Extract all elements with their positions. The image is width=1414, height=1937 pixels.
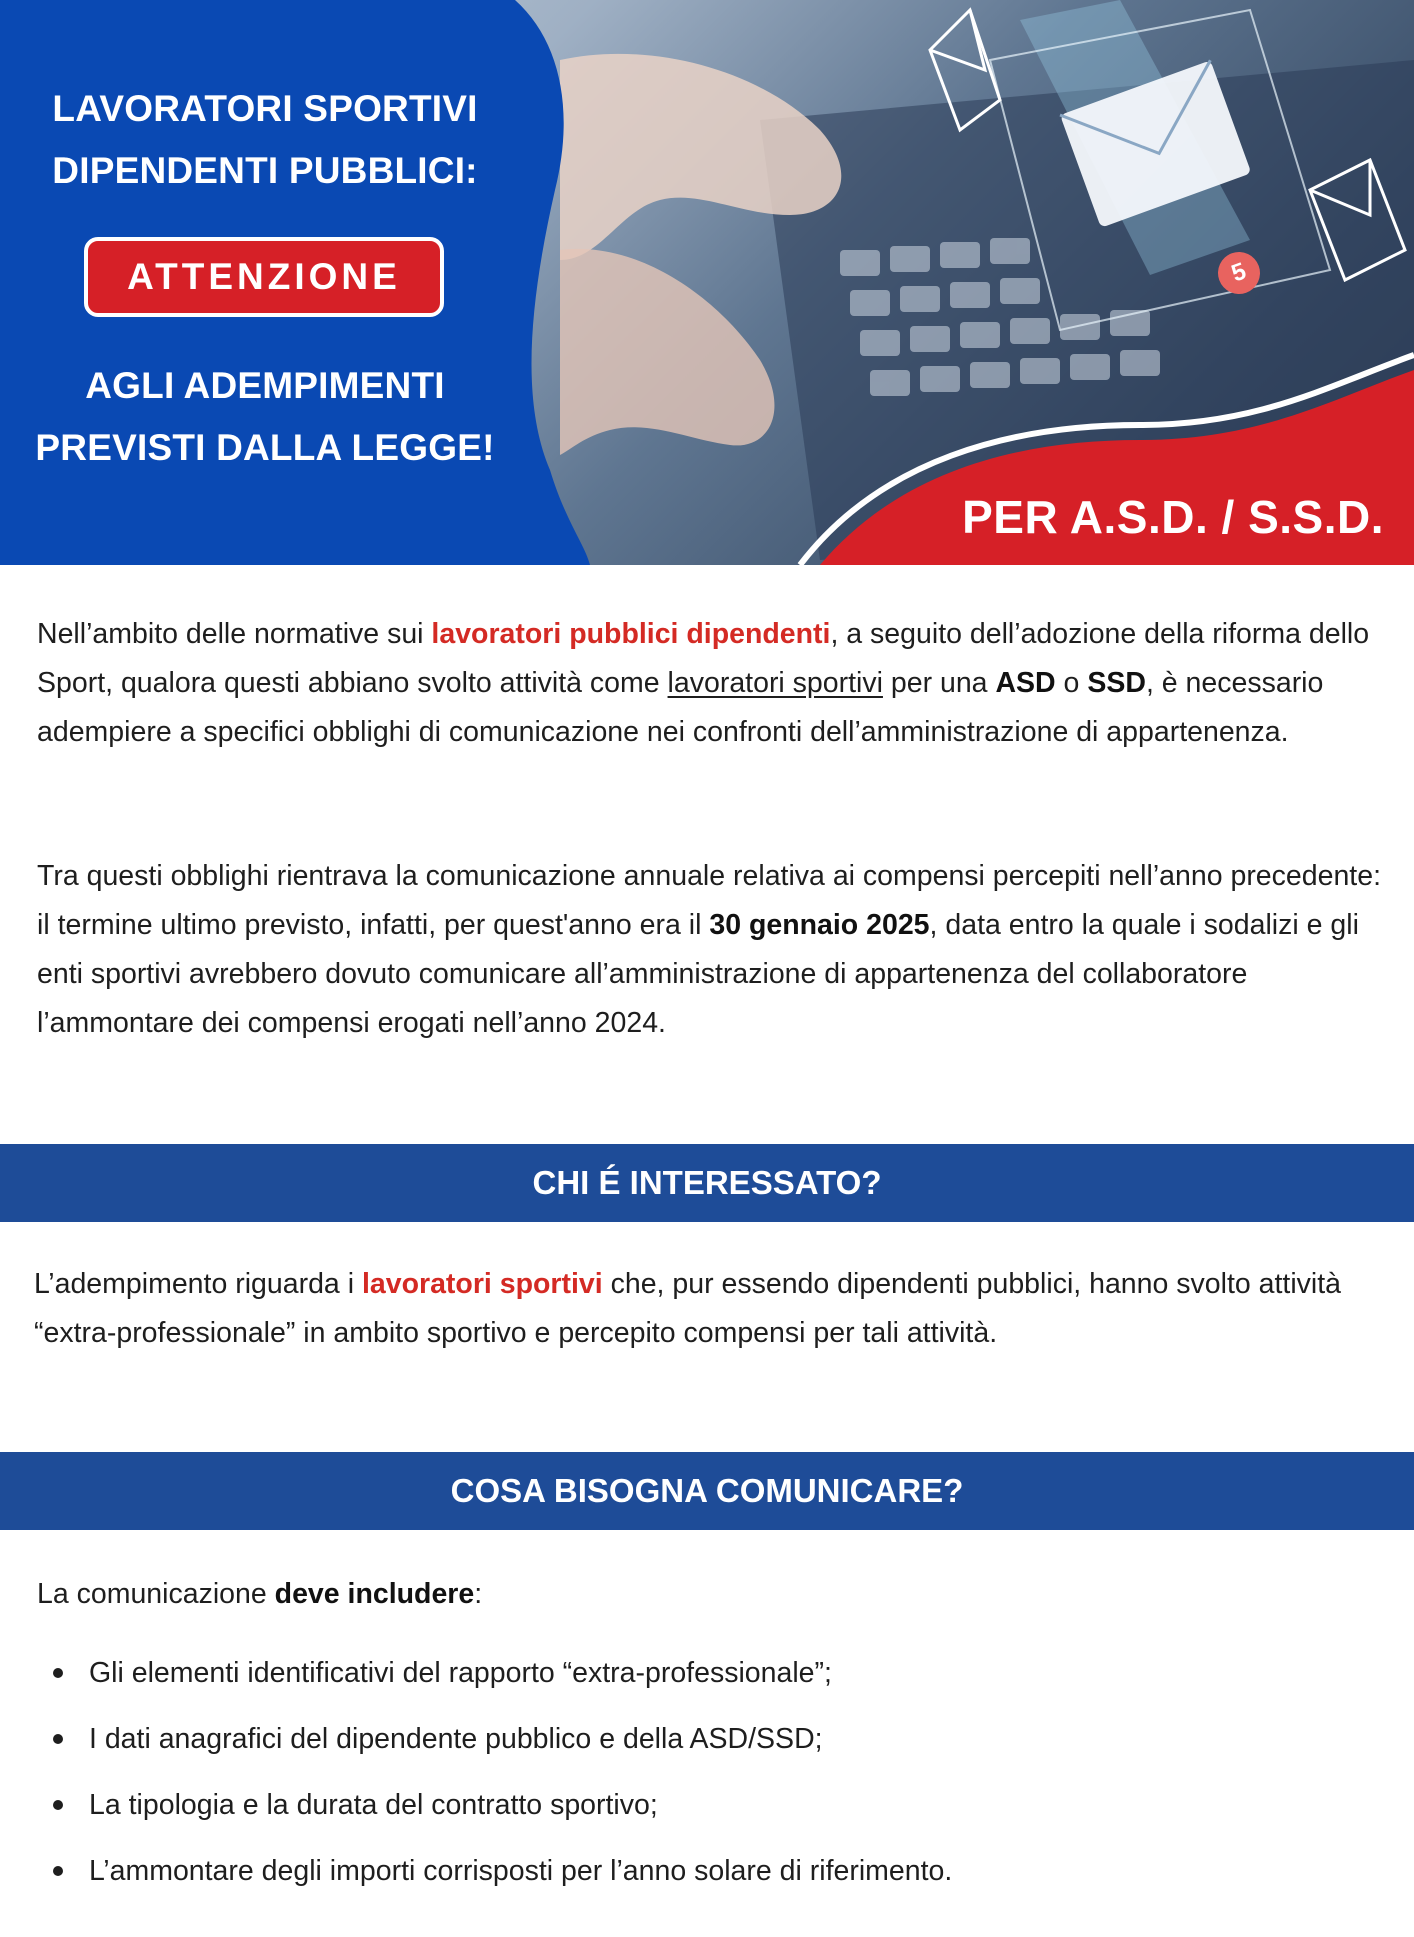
notification-badge: 5 [1212, 246, 1266, 300]
hero-title-top [20, 78, 510, 202]
section2-lead-bold: deve includere [274, 1578, 475, 1610]
hero-title-line2: DIPENDENTI PUBBLICI: [52, 150, 478, 191]
deadline-date: 30 gennaio 2025 [709, 909, 930, 941]
list-item [37, 1772, 1387, 1838]
lavoratori-sportivi-link[interactable]: lavoratori sportivi [667, 667, 883, 699]
list-item-text: Gli elementi identificativi del rapporto “extra-professionale”; [89, 1657, 832, 1689]
list-item-text: L’ammontare degli importi corrisposti per l’anno solare di riferimento. [89, 1855, 953, 1887]
intro-text-1: Nell’ambito delle normative sui [37, 618, 432, 650]
asd-ssd-tag: PER A.S.D. / S.S.D. [962, 491, 1384, 543]
hand-shape-bottom [560, 249, 774, 455]
intro-text-4: , è necessario adempiere a specifici obblighi di comunicazione nei confronti dell’amministrazione di appartenenza. [37, 667, 1324, 748]
attention-badge: ATTENZIONE [84, 237, 444, 317]
hero-title-line4: PREVISTI DALLA LEGGE! [35, 427, 495, 468]
section1-text-2: che, pur essendo dipendenti pubblici, hanno svolto attività “extra-professionale” in ambito sportivo e percepito compensi per tali attività. [34, 1268, 1342, 1349]
intro-or: o [1055, 667, 1088, 699]
list-item [37, 1838, 1387, 1904]
list-item-text: I dati anagrafici del dipendente pubblico e della ASD/SSD; [89, 1723, 823, 1755]
intro-text-2: , a seguito dell’adozione della riforma dello Sport, qualora questi abbiano svolto attività come [37, 618, 1370, 699]
section2-lead-text: La comunicazione [37, 1578, 275, 1610]
bullet-icon [53, 1668, 63, 1678]
bullet-icon [53, 1866, 63, 1876]
section-heading-cosa-comunicare: COSA BISOGNA COMUNICARE? [0, 1452, 1414, 1530]
hero-title-bottom [20, 355, 510, 479]
intro-ssd: SSD [1087, 667, 1146, 699]
requirements-list [37, 1640, 1387, 1904]
deadline-text-2: , data entro la quale i sodalizi e gli enti sportivi avrebbero dovuto comunicare all’amministrazione di appartenenza del collaboratore l’ammontare dei compensi erogati nell’anno 2024. [37, 909, 1359, 1039]
hero-banner [0, 0, 1414, 565]
intro-highlight: lavoratori pubblici dipendenti [431, 618, 831, 650]
deadline-text-1: Tra questi obblighi rientrava la comunicazione annuale relativa ai compensi percepiti nell’anno precedente: il termine ultimo previsto, infatti, per quest'anno era il [37, 860, 1381, 941]
intro-asd: ASD [995, 667, 1056, 699]
hero-title-line1: LAVORATORI SPORTIVI [52, 88, 478, 129]
deadline-paragraph [37, 852, 1387, 1048]
bullet-icon [53, 1734, 63, 1744]
intro-text-3: per una [882, 667, 996, 699]
cosa-comunicare-lead [37, 1570, 1387, 1619]
list-item [37, 1640, 1387, 1706]
hero-title-line3: AGLI ADEMPIMENTI [85, 365, 445, 406]
chi-interessato-paragraph [34, 1260, 1384, 1358]
bullet-icon [53, 1800, 63, 1810]
section1-highlight: lavoratori sportivi [361, 1268, 603, 1300]
section2-lead-colon: : [474, 1578, 483, 1610]
section-heading-chi-interessato: CHI É INTERESSATO? [0, 1144, 1414, 1222]
list-item-text: La tipologia e la durata del contratto sportivo; [89, 1789, 658, 1821]
list-item [37, 1706, 1387, 1772]
section1-text-1: L’adempimento riguarda i [34, 1268, 362, 1300]
intro-paragraph [37, 610, 1387, 757]
